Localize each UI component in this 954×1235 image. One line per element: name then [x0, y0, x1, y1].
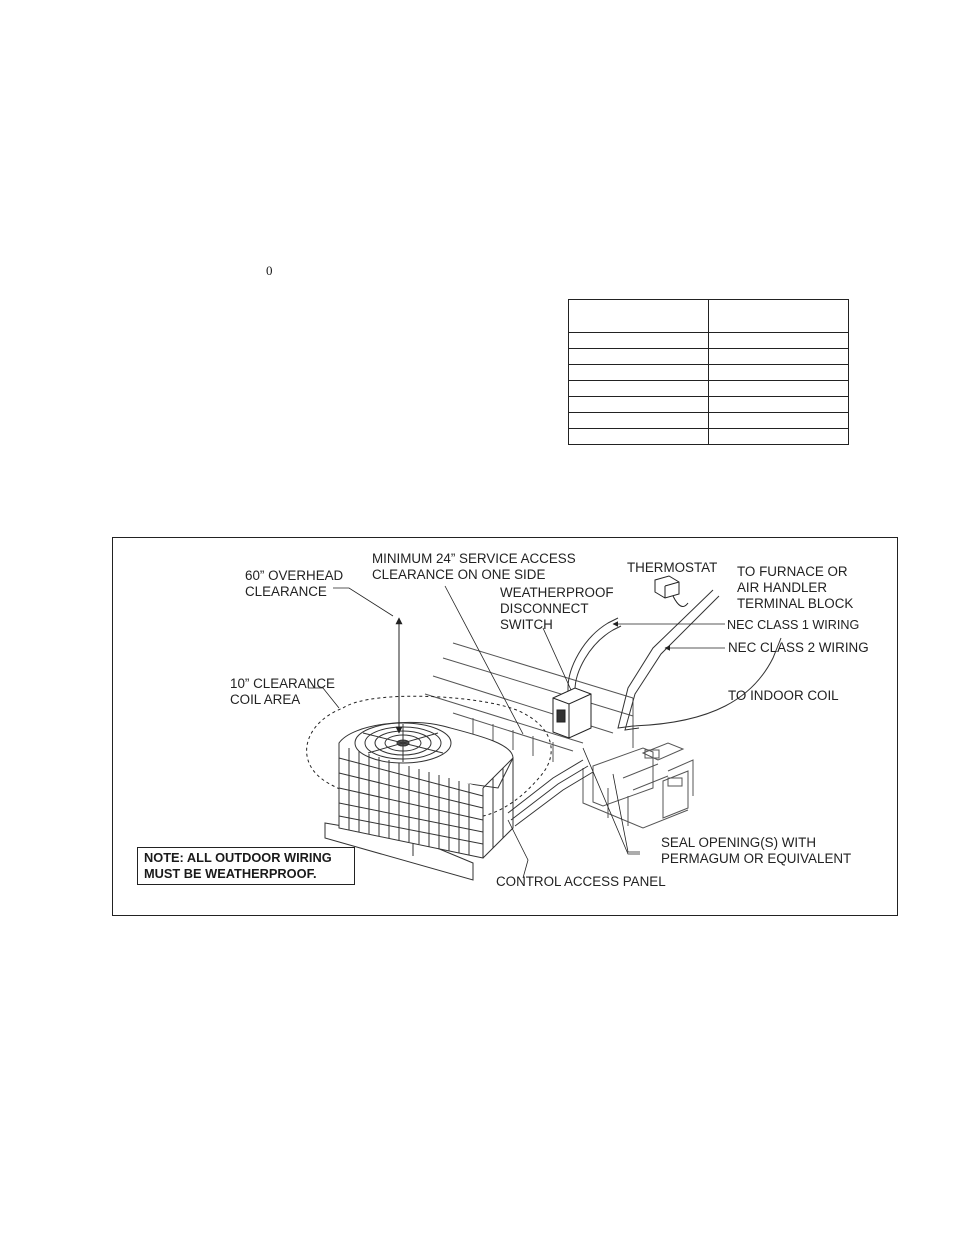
seal-openings-label: SEAL OPENING(S) WITH PERMAGUM OR EQUIVALENT: [661, 835, 852, 866]
table-cell: [709, 381, 849, 397]
table-cell: [569, 333, 709, 349]
table-cell: [709, 349, 849, 365]
table-row: [569, 349, 849, 365]
nec-class2-label: NEC CLASS 2 WIRING: [728, 640, 869, 655]
thermostat-label: THERMOSTAT: [627, 560, 718, 575]
outdoor-wiring-note: NOTE: ALL OUTDOOR WIRING MUST BE WEATHERPROOF.: [137, 847, 355, 885]
table-cell: [709, 300, 849, 333]
table-cell: [569, 413, 709, 429]
installation-figure: [112, 537, 898, 916]
table-cell: [709, 333, 849, 349]
table-row: [569, 429, 849, 445]
table-row: [569, 333, 849, 349]
table-cell: [569, 429, 709, 445]
table-cell: [569, 365, 709, 381]
table-cell: [709, 413, 849, 429]
stray-digit: 0: [266, 263, 273, 278]
control-access-panel-label: CONTROL ACCESS PANEL: [496, 874, 666, 889]
table-cell: [709, 397, 849, 413]
disconnect-switch-label: WEATHERPROOF DISCONNECT SWITCH: [500, 585, 614, 632]
table-cell: [569, 381, 709, 397]
to-indoor-coil-label: TO INDOOR COIL: [728, 688, 839, 703]
table-cell: [709, 365, 849, 381]
to-furnace-label: TO FURNACE OR AIR HANDLER TERMINAL BLOCK: [737, 564, 854, 611]
thermostat-icon: [655, 576, 688, 607]
table-row: [569, 397, 849, 413]
table-row: [569, 381, 849, 397]
table-cell: [709, 429, 849, 445]
table-header-row: [569, 300, 849, 333]
table-cell: [569, 397, 709, 413]
disconnect-switch: [553, 688, 591, 738]
service-access-label: MINIMUM 24” SERVICE ACCESS CLEARANCE ON ONE SIDE: [372, 551, 576, 582]
coil-clearance-label: 10” CLEARANCE COIL AREA: [230, 676, 335, 707]
table-cell: [569, 300, 709, 333]
nec-class1-label: NEC CLASS 1 WIRING: [727, 618, 860, 632]
table-row: [569, 365, 849, 381]
overhead-clearance-label: 60” OVERHEAD CLEARANCE: [245, 568, 344, 599]
blank-table: [568, 299, 849, 445]
table-row: [569, 413, 849, 429]
table-cell: [569, 349, 709, 365]
